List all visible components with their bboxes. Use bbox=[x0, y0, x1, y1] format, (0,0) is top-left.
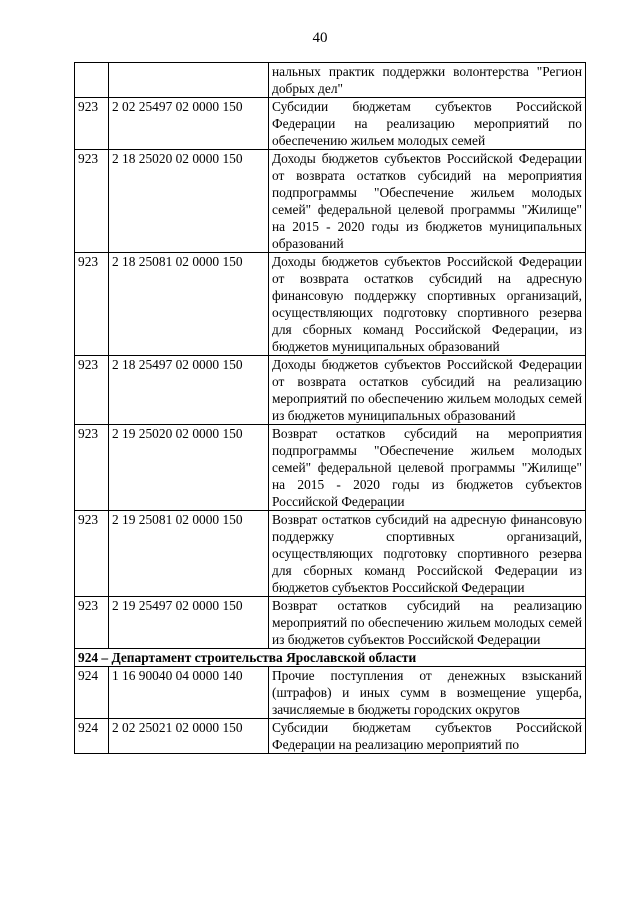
table-row bbox=[75, 667, 586, 719]
description-cell: Возврат остатков субсидий на адресную финансовую поддержку спортивных организаций, осуществляющих подготовку спортивного резерва для сборных команд Российской Федерации из бюджетов субъектов Российской Федерации bbox=[269, 511, 586, 597]
description-cell: Возврат остатков субсидий на мероприятия подпрограммы "Обеспечение жильем молодых семей" федеральной целевой программы "Жилище" на 2015 - 2020 годы из бюджетов субъектов Российской Федерации bbox=[269, 425, 586, 511]
admin-code-cell: 923 bbox=[75, 597, 109, 649]
department-header: 924 – Департамент строительства Ярославской области bbox=[75, 649, 586, 667]
table-row bbox=[75, 511, 586, 597]
table-row bbox=[75, 150, 586, 253]
kbk-code-cell bbox=[109, 63, 269, 98]
kbk-code-cell: 2 18 25020 02 0000 150 bbox=[109, 150, 269, 253]
table-row bbox=[75, 356, 586, 425]
admin-code-cell bbox=[75, 63, 109, 98]
kbk-code-cell: 2 19 25497 02 0000 150 bbox=[109, 597, 269, 649]
table-row bbox=[75, 719, 586, 754]
description-cell: Субсидии бюджетам субъектов Российской Федерации на реализацию мероприятий по bbox=[269, 719, 586, 754]
revenue-codes-table bbox=[74, 62, 586, 754]
description-cell: Доходы бюджетов субъектов Российской Федерации от возврата остатков субсидий на адресную финансовую поддержку спортивных организаций, осуществляющих подготовку спортивного резерва для сборных команд Российской Федерации, из бюджетов муниципальных образований bbox=[269, 253, 586, 356]
department-header-row bbox=[75, 649, 586, 667]
admin-code-cell: 923 bbox=[75, 253, 109, 356]
table-row bbox=[75, 597, 586, 649]
kbk-code-cell: 2 02 25021 02 0000 150 bbox=[109, 719, 269, 754]
kbk-code-cell: 1 16 90040 04 0000 140 bbox=[109, 667, 269, 719]
table-row bbox=[75, 253, 586, 356]
admin-code-cell: 923 bbox=[75, 511, 109, 597]
admin-code-cell: 923 bbox=[75, 425, 109, 511]
description-cell: Прочие поступления от денежных взысканий (штрафов) и иных сумм в возмещение ущерба, зачисляемые в бюджеты городских округов bbox=[269, 667, 586, 719]
admin-code-cell: 923 bbox=[75, 356, 109, 425]
page-number: 40 bbox=[312, 30, 328, 46]
kbk-code-cell: 2 18 25497 02 0000 150 bbox=[109, 356, 269, 425]
kbk-code-cell: 2 02 25497 02 0000 150 bbox=[109, 98, 269, 150]
table-row bbox=[75, 63, 586, 98]
admin-code-cell: 924 bbox=[75, 719, 109, 754]
description-cell: Субсидии бюджетам субъектов Российской Федерации на реализацию мероприятий по обеспечению жильем молодых семей bbox=[269, 98, 586, 150]
admin-code-cell: 924 bbox=[75, 667, 109, 719]
admin-code-cell: 923 bbox=[75, 98, 109, 150]
description-cell: Доходы бюджетов субъектов Российской Федерации от возврата остатков субсидий на мероприятия подпрограммы "Обеспечение жильем молодых семей" федеральной целевой программы "Жилище" на 2015 - 2020 годы из бюджетов муниципальных образований bbox=[269, 150, 586, 253]
kbk-code-cell: 2 18 25081 02 0000 150 bbox=[109, 253, 269, 356]
description-cell: Доходы бюджетов субъектов Российской Федерации от возврата остатков субсидий на реализацию мероприятий по обеспечению жильем молодых семей из бюджетов муниципальных образований bbox=[269, 356, 586, 425]
admin-code-cell: 923 bbox=[75, 150, 109, 253]
kbk-code-cell: 2 19 25081 02 0000 150 bbox=[109, 511, 269, 597]
description-cell: нальных практик поддержки волонтерства "Регион добрых дел" bbox=[269, 63, 586, 98]
description-cell: Возврат остатков субсидий на реализацию мероприятий по обеспечению жильем молодых семей из бюджетов субъектов Российской Федерации bbox=[269, 597, 586, 649]
table-row bbox=[75, 98, 586, 150]
table-row bbox=[75, 425, 586, 511]
kbk-code-cell: 2 19 25020 02 0000 150 bbox=[109, 425, 269, 511]
